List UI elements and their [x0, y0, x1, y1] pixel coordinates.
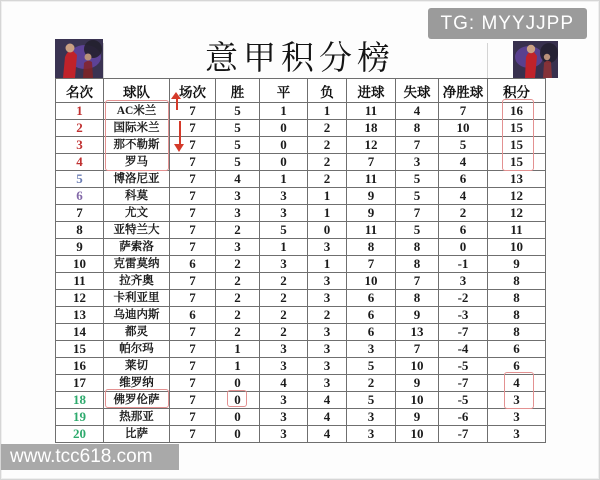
table-row — [56, 290, 546, 307]
goal-diff-cell: 2 — [439, 205, 488, 222]
standings-board — [55, 41, 545, 443]
rank-cell: 17 — [56, 375, 104, 392]
goals-for-cell: 7 — [347, 154, 396, 171]
draws-cell: 4 — [260, 375, 308, 392]
losses-cell: 3 — [308, 273, 347, 290]
team-cell: 博洛尼亚 — [104, 171, 170, 188]
draws-cell: 3 — [260, 256, 308, 273]
goals-against-cell: 8 — [396, 239, 439, 256]
losses-cell: 2 — [308, 307, 347, 324]
points-cell: 4 — [488, 375, 546, 392]
rank-cell: 12 — [56, 290, 104, 307]
goals-for-cell: 3 — [347, 409, 396, 426]
goals-against-cell: 10 — [396, 358, 439, 375]
column-header: 场次 — [170, 79, 216, 103]
team-cell: 乌迪内斯 — [104, 307, 170, 324]
wins-cell: 5 — [216, 103, 260, 120]
draws-cell: 0 — [260, 120, 308, 137]
draws-cell: 3 — [260, 392, 308, 409]
team-cell: 国际米兰 — [104, 120, 170, 137]
losses-cell: 1 — [308, 256, 347, 273]
rank-cell: 13 — [56, 307, 104, 324]
goals-against-cell: 4 — [396, 103, 439, 120]
wins-cell: 0 — [216, 392, 260, 409]
table-row — [56, 188, 546, 205]
losses-cell: 4 — [308, 409, 347, 426]
draws-cell: 2 — [260, 290, 308, 307]
title-row — [55, 41, 545, 78]
played-cell: 6 — [170, 256, 216, 273]
points-cell: 8 — [488, 307, 546, 324]
title-divider-right — [487, 43, 488, 78]
draws-cell: 2 — [260, 273, 308, 290]
draws-cell: 1 — [260, 103, 308, 120]
table-row — [56, 120, 546, 137]
team-cell: 卡利亚里 — [104, 290, 170, 307]
rank-cell: 5 — [56, 171, 104, 188]
played-cell: 7 — [170, 120, 216, 137]
wins-cell: 3 — [216, 205, 260, 222]
goals-against-cell: 7 — [396, 205, 439, 222]
team-cell: 拉齐奥 — [104, 273, 170, 290]
goals-against-cell: 8 — [396, 120, 439, 137]
points-cell: 8 — [488, 273, 546, 290]
table-row — [56, 256, 546, 273]
goals-against-cell: 9 — [396, 409, 439, 426]
played-cell: 7 — [170, 426, 216, 443]
wins-cell: 3 — [216, 188, 260, 205]
goal-diff-cell: 3 — [439, 273, 488, 290]
team-cell: 维罗纳 — [104, 375, 170, 392]
rank-cell: 6 — [56, 188, 104, 205]
losses-cell: 3 — [308, 290, 347, 307]
draws-cell: 2 — [260, 324, 308, 341]
team-cell: 都灵 — [104, 324, 170, 341]
site-watermark: www.tcc618.com — [1, 444, 179, 470]
table-row — [56, 324, 546, 341]
goals-against-cell: 10 — [396, 392, 439, 409]
points-cell: 15 — [488, 137, 546, 154]
draws-cell: 3 — [260, 358, 308, 375]
goal-diff-cell: 5 — [439, 137, 488, 154]
table-row — [56, 375, 546, 392]
points-cell: 9 — [488, 256, 546, 273]
points-cell: 16 — [488, 103, 546, 120]
goal-diff-cell: 0 — [439, 239, 488, 256]
goal-diff-cell: 4 — [439, 188, 488, 205]
team-cell: 那不勒斯 — [104, 137, 170, 154]
points-cell: 8 — [488, 290, 546, 307]
table-row — [56, 137, 546, 154]
goals-for-cell: 8 — [347, 239, 396, 256]
points-cell: 10 — [488, 239, 546, 256]
wins-cell: 4 — [216, 171, 260, 188]
goals-for-cell: 11 — [347, 222, 396, 239]
points-cell: 3 — [488, 409, 546, 426]
losses-cell: 0 — [308, 222, 347, 239]
goals-for-cell: 3 — [347, 426, 396, 443]
points-cell: 15 — [488, 120, 546, 137]
team-cell: 帕尔玛 — [104, 341, 170, 358]
header-row — [56, 79, 546, 103]
table-row — [56, 239, 546, 256]
rank-cell: 19 — [56, 409, 104, 426]
draws-cell: 0 — [260, 137, 308, 154]
wins-cell: 5 — [216, 154, 260, 171]
rank-cell: 7 — [56, 205, 104, 222]
column-header: 平 — [260, 79, 308, 103]
table-header — [56, 79, 546, 103]
team-cell: 科莫 — [104, 188, 170, 205]
team-cell: 佛罗伦萨 — [104, 392, 170, 409]
column-header: 负 — [308, 79, 347, 103]
draws-cell: 3 — [260, 341, 308, 358]
points-cell: 6 — [488, 341, 546, 358]
losses-cell: 4 — [308, 392, 347, 409]
goal-diff-cell: -7 — [439, 375, 488, 392]
played-cell: 7 — [170, 205, 216, 222]
team-cell: 热那亚 — [104, 409, 170, 426]
losses-cell: 1 — [308, 188, 347, 205]
goals-against-cell: 13 — [396, 324, 439, 341]
points-cell: 15 — [488, 154, 546, 171]
goal-diff-cell: -1 — [439, 256, 488, 273]
losses-cell: 3 — [308, 341, 347, 358]
losses-cell: 1 — [308, 205, 347, 222]
goals-for-cell: 5 — [347, 358, 396, 375]
losses-cell: 3 — [308, 358, 347, 375]
goals-for-cell: 7 — [347, 256, 396, 273]
draws-cell: 1 — [260, 239, 308, 256]
goals-against-cell: 7 — [396, 137, 439, 154]
team-cell: 亚特兰大 — [104, 222, 170, 239]
wins-cell: 2 — [216, 307, 260, 324]
title-divider-left — [103, 43, 104, 78]
goals-for-cell: 9 — [347, 205, 396, 222]
points-cell: 11 — [488, 222, 546, 239]
wins-cell: 2 — [216, 222, 260, 239]
table-row — [56, 273, 546, 290]
goals-for-cell: 12 — [347, 137, 396, 154]
column-header: 净胜球 — [439, 79, 488, 103]
goals-for-cell: 6 — [347, 324, 396, 341]
wins-cell: 1 — [216, 358, 260, 375]
rank-cell: 1 — [56, 103, 104, 120]
column-header: 胜 — [216, 79, 260, 103]
goals-for-cell: 3 — [347, 341, 396, 358]
column-header: 进球 — [347, 79, 396, 103]
goals-for-cell: 6 — [347, 307, 396, 324]
team-cell: AC米兰 — [104, 103, 170, 120]
wins-cell: 0 — [216, 375, 260, 392]
draws-cell: 1 — [260, 171, 308, 188]
wins-cell: 5 — [216, 137, 260, 154]
goal-diff-cell: -2 — [439, 290, 488, 307]
wins-cell: 0 — [216, 426, 260, 443]
wins-cell: 3 — [216, 239, 260, 256]
goals-against-cell: 5 — [396, 188, 439, 205]
points-cell: 3 — [488, 392, 546, 409]
points-cell: 12 — [488, 188, 546, 205]
column-header: 积分 — [488, 79, 546, 103]
played-cell: 7 — [170, 409, 216, 426]
telegram-badge: TG: MYYJJPP — [428, 8, 587, 39]
losses-cell: 1 — [308, 103, 347, 120]
played-cell: 7 — [170, 188, 216, 205]
played-cell: 7 — [170, 239, 216, 256]
wins-cell: 2 — [216, 256, 260, 273]
rank-cell: 4 — [56, 154, 104, 171]
goal-diff-cell: -4 — [439, 341, 488, 358]
rank-cell: 15 — [56, 341, 104, 358]
rank-cell: 16 — [56, 358, 104, 375]
losses-cell: 4 — [308, 426, 347, 443]
goals-against-cell: 10 — [396, 426, 439, 443]
played-cell: 7 — [170, 154, 216, 171]
draws-cell: 2 — [260, 307, 308, 324]
table-row — [56, 341, 546, 358]
table-row — [56, 154, 546, 171]
goal-diff-cell: 6 — [439, 222, 488, 239]
rank-cell: 10 — [56, 256, 104, 273]
team-cell: 萨索洛 — [104, 239, 170, 256]
played-cell: 7 — [170, 171, 216, 188]
goals-against-cell: 7 — [396, 341, 439, 358]
wins-cell: 2 — [216, 290, 260, 307]
goals-against-cell: 8 — [396, 256, 439, 273]
rank-cell: 11 — [56, 273, 104, 290]
team-cell: 克雷莫纳 — [104, 256, 170, 273]
played-cell: 7 — [170, 324, 216, 341]
goals-against-cell: 5 — [396, 222, 439, 239]
page-title: 意甲积分榜 — [205, 41, 395, 77]
goals-against-cell: 9 — [396, 375, 439, 392]
goals-for-cell: 11 — [347, 103, 396, 120]
points-cell: 12 — [488, 205, 546, 222]
rank-cell: 20 — [56, 426, 104, 443]
goals-for-cell: 10 — [347, 273, 396, 290]
table-row — [56, 409, 546, 426]
draws-cell: 3 — [260, 205, 308, 222]
table-row — [56, 171, 546, 188]
losses-cell: 2 — [308, 171, 347, 188]
goals-for-cell: 5 — [347, 392, 396, 409]
team-cell: 比萨 — [104, 426, 170, 443]
goals-against-cell: 8 — [396, 290, 439, 307]
goals-for-cell: 2 — [347, 375, 396, 392]
goal-diff-cell: -6 — [439, 409, 488, 426]
rank-cell: 8 — [56, 222, 104, 239]
goals-against-cell: 7 — [396, 273, 439, 290]
goals-against-cell: 3 — [396, 154, 439, 171]
wins-cell: 1 — [216, 341, 260, 358]
rank-cell: 2 — [56, 120, 104, 137]
standings-table — [55, 78, 546, 443]
goals-for-cell: 6 — [347, 290, 396, 307]
rank-cell: 18 — [56, 392, 104, 409]
goal-diff-cell: 4 — [439, 154, 488, 171]
draws-cell: 5 — [260, 222, 308, 239]
draws-cell: 3 — [260, 188, 308, 205]
table-row — [56, 358, 546, 375]
goals-against-cell: 5 — [396, 171, 439, 188]
goal-diff-cell: -5 — [439, 358, 488, 375]
rank-cell: 3 — [56, 137, 104, 154]
played-cell: 7 — [170, 392, 216, 409]
team-cell: 莱切 — [104, 358, 170, 375]
goal-diff-cell: -3 — [439, 307, 488, 324]
losses-cell: 3 — [308, 375, 347, 392]
rank-cell: 14 — [56, 324, 104, 341]
goal-diff-cell: 6 — [439, 171, 488, 188]
losses-cell: 2 — [308, 120, 347, 137]
goal-diff-cell: 10 — [439, 120, 488, 137]
column-header: 失球 — [396, 79, 439, 103]
draws-cell: 3 — [260, 426, 308, 443]
goal-diff-cell: -5 — [439, 392, 488, 409]
losses-cell: 2 — [308, 137, 347, 154]
goals-for-cell: 18 — [347, 120, 396, 137]
table-row — [56, 392, 546, 409]
team-cell: 罗马 — [104, 154, 170, 171]
table-row — [56, 222, 546, 239]
played-cell: 7 — [170, 137, 216, 154]
played-cell: 7 — [170, 222, 216, 239]
losses-cell: 3 — [308, 324, 347, 341]
played-cell: 7 — [170, 103, 216, 120]
points-cell: 6 — [488, 358, 546, 375]
column-header: 名次 — [56, 79, 104, 103]
losses-cell: 2 — [308, 154, 347, 171]
goal-diff-cell: -7 — [439, 426, 488, 443]
goal-diff-cell: 7 — [439, 103, 488, 120]
played-cell: 7 — [170, 375, 216, 392]
table-row — [56, 426, 546, 443]
played-cell: 7 — [170, 290, 216, 307]
goals-for-cell: 9 — [347, 188, 396, 205]
losses-cell: 3 — [308, 239, 347, 256]
played-cell: 6 — [170, 307, 216, 324]
points-cell: 3 — [488, 426, 546, 443]
draws-cell: 0 — [260, 154, 308, 171]
points-cell: 8 — [488, 324, 546, 341]
points-cell: 13 — [488, 171, 546, 188]
wins-cell: 5 — [216, 120, 260, 137]
played-cell: 7 — [170, 358, 216, 375]
table-row — [56, 103, 546, 120]
wins-cell: 2 — [216, 273, 260, 290]
draws-cell: 3 — [260, 409, 308, 426]
goal-diff-cell: -7 — [439, 324, 488, 341]
goals-against-cell: 9 — [396, 307, 439, 324]
column-header: 球队 — [104, 79, 170, 103]
wins-cell: 0 — [216, 409, 260, 426]
team-cell: 尤文 — [104, 205, 170, 222]
table-body — [56, 103, 546, 443]
goals-for-cell: 11 — [347, 171, 396, 188]
played-cell: 7 — [170, 341, 216, 358]
rank-cell: 9 — [56, 239, 104, 256]
wins-cell: 2 — [216, 324, 260, 341]
played-cell: 7 — [170, 273, 216, 290]
table-row — [56, 307, 546, 324]
table-row — [56, 205, 546, 222]
